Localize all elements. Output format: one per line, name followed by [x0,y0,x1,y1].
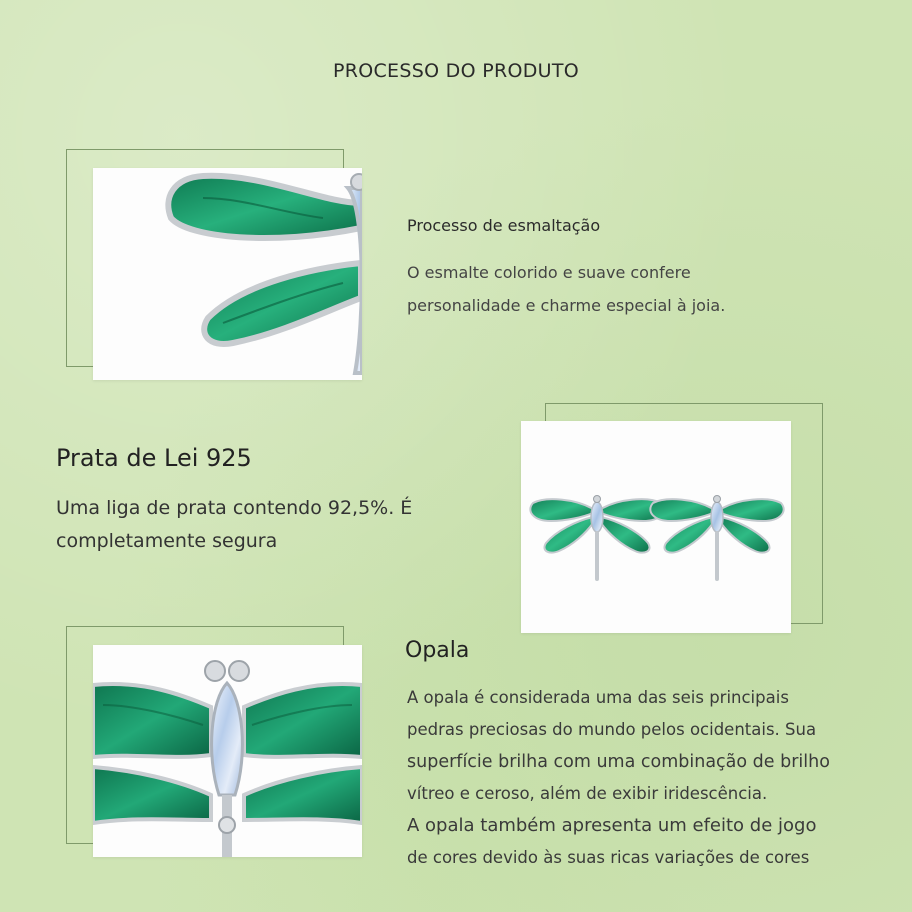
page-title: PROCESSO DO PRODUTO [332,60,580,82]
opal-line: A opala também apresenta um efeito de jogo [407,815,817,836]
enamel-line: personalidade e charme especial à joia. [407,296,726,315]
dragonfly-wing-closeup-icon [93,168,362,380]
opal-line: vítreo e ceroso, além de exibir iridescência. [407,784,768,803]
enamel-closeup-image [93,168,362,380]
enamel-description [407,256,867,322]
opal-closeup-image [93,645,362,857]
opal-description [407,682,897,874]
silver-description [56,492,496,558]
opal-title: Opala [405,638,470,663]
dragonfly-earrings-icon [521,421,791,633]
opal-line: pedras preciosas do mundo pelos ocidentais. Sua [407,720,817,739]
right-earring [650,496,783,580]
silver-line: completamente segura [56,530,278,552]
opal-dragonfly-body-icon [93,645,362,857]
earrings-image [521,421,791,633]
opal-line: A opala é considerada uma das seis principais [407,688,789,707]
opal-line: superfície brilha com uma combinação de brilho [407,752,830,772]
silver-line: Uma liga de prata contendo 92,5%. É [56,497,413,519]
opal-line: de cores devido às suas ricas variações de cores [407,848,810,867]
silver-title: Prata de Lei 925 [56,444,252,472]
enamel-title: Processo de esmaltação [407,216,601,235]
enamel-line: O esmalte colorido e suave confere [407,263,691,282]
left-earring [530,496,663,580]
